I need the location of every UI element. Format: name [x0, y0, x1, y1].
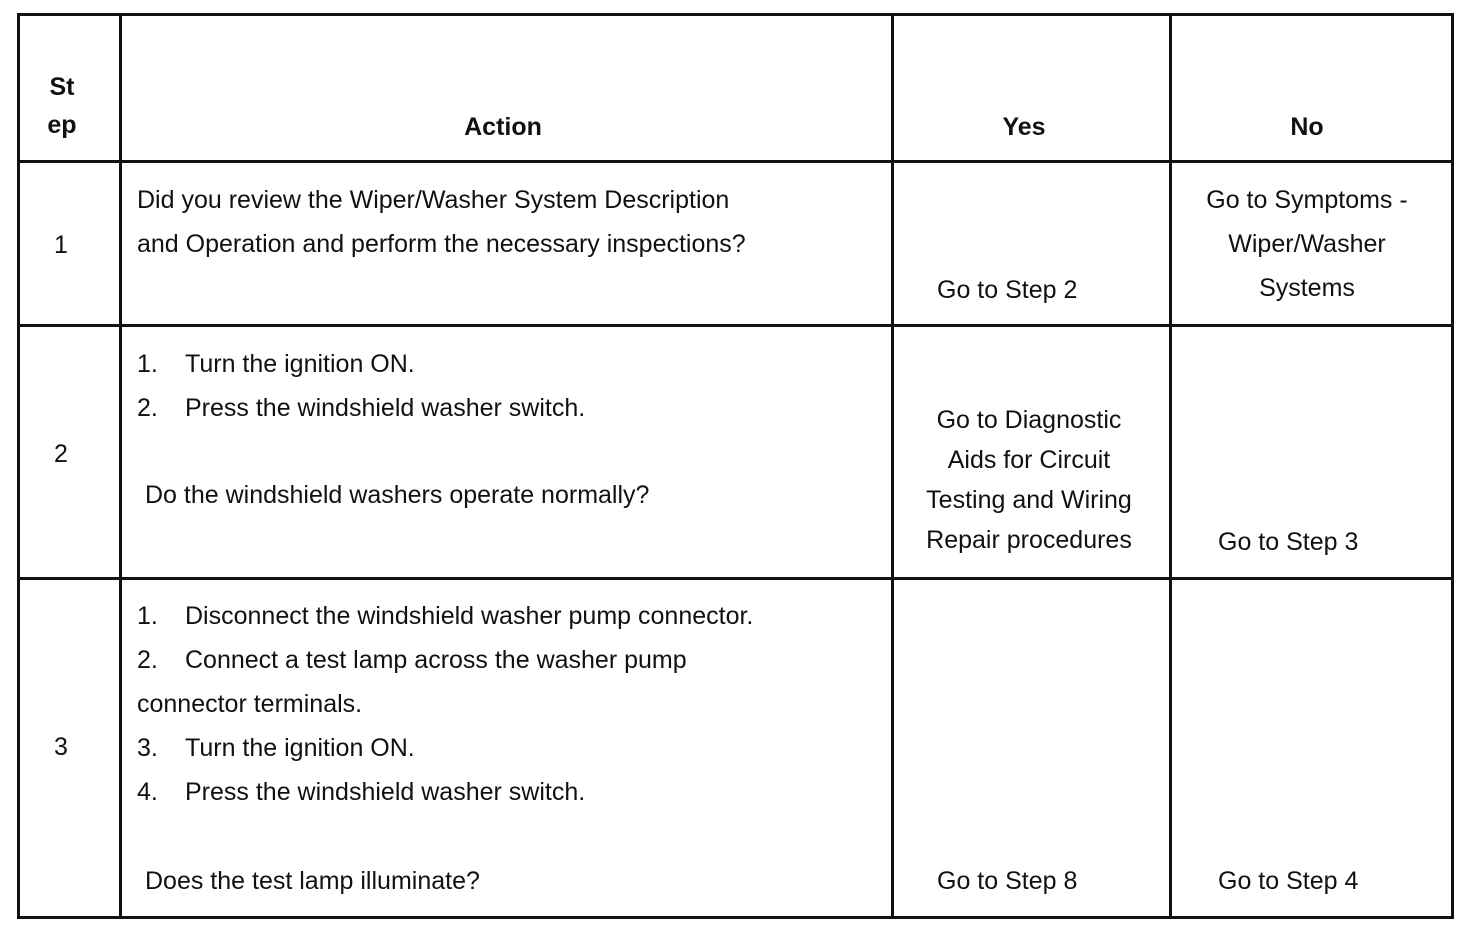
row3-step: 3 [54, 733, 68, 761]
row-divider-1 [17, 324, 1454, 327]
row2-step: 2 [54, 440, 68, 468]
header-no: No [1290, 113, 1324, 141]
item-number: 1. [137, 602, 158, 630]
row1-step: 1 [54, 231, 68, 259]
row2-item-2 [137, 386, 585, 430]
row3-item-2-cont: connector terminals. [137, 690, 363, 718]
header-step-line2: ep [47, 111, 77, 139]
row2-yes-line3: Testing and Wiring [926, 486, 1132, 514]
row1-action-line2: and Operation and perform the necessary inspections? [137, 230, 746, 258]
item-number: 4. [137, 778, 158, 806]
row2-item-1 [137, 342, 585, 386]
header-step-line1: St [49, 73, 75, 101]
row1-action-line1: Did you review the Wiper/Washer System Description [137, 186, 730, 214]
table-border-right [1451, 13, 1454, 919]
diagnostic-table [17, 13, 1454, 919]
item-number: 2. [137, 394, 158, 422]
header-action: Action [464, 113, 542, 141]
row3-yes: Go to Step 8 [937, 867, 1078, 895]
row2-no: Go to Step 3 [1218, 528, 1359, 556]
row-divider-2 [17, 577, 1454, 580]
item-text: Turn the ignition ON. [185, 734, 415, 762]
header-step [17, 68, 107, 144]
header-yes: Yes [1002, 113, 1046, 141]
row2-yes [894, 400, 1164, 560]
row2-yes-line1: Go to Diagnostic [936, 406, 1122, 434]
row3-item-2 [137, 638, 753, 682]
row1-no [1172, 178, 1442, 310]
item-number: 1. [137, 350, 158, 378]
item-text: Turn the ignition ON. [185, 350, 415, 378]
row1-no-line1: Go to Symptoms - [1206, 186, 1408, 214]
row1-yes: Go to Step 2 [937, 276, 1078, 304]
item-number: 3. [137, 734, 158, 762]
table-border-top [17, 13, 1454, 16]
row3-question: Does the test lamp illuminate? [145, 867, 480, 895]
header-divider [17, 160, 1454, 163]
item-text: Disconnect the windshield washer pump connector. [185, 602, 754, 630]
row2-question: Do the windshield washers operate normally? [145, 481, 650, 509]
row3-item-3 [137, 726, 753, 770]
row3-no: Go to Step 4 [1218, 867, 1359, 895]
item-text: Press the windshield washer switch. [185, 778, 586, 806]
row3-action [137, 594, 753, 814]
row3-item-4 [137, 770, 753, 814]
row1-no-line2: Wiper/Washer [1228, 230, 1386, 258]
row2-yes-line2: Aids for Circuit [947, 446, 1111, 474]
row1-no-line3: Systems [1259, 274, 1355, 302]
row1-action [137, 178, 746, 266]
item-number: 2. [137, 646, 158, 674]
item-text: Press the windshield washer switch. [185, 394, 586, 422]
table-border-bottom [17, 916, 1454, 919]
row3-item-1 [137, 594, 753, 638]
item-text: Connect a test lamp across the washer pump [185, 646, 687, 674]
row2-action [137, 342, 585, 430]
row2-yes-line4: Repair procedures [926, 526, 1132, 554]
